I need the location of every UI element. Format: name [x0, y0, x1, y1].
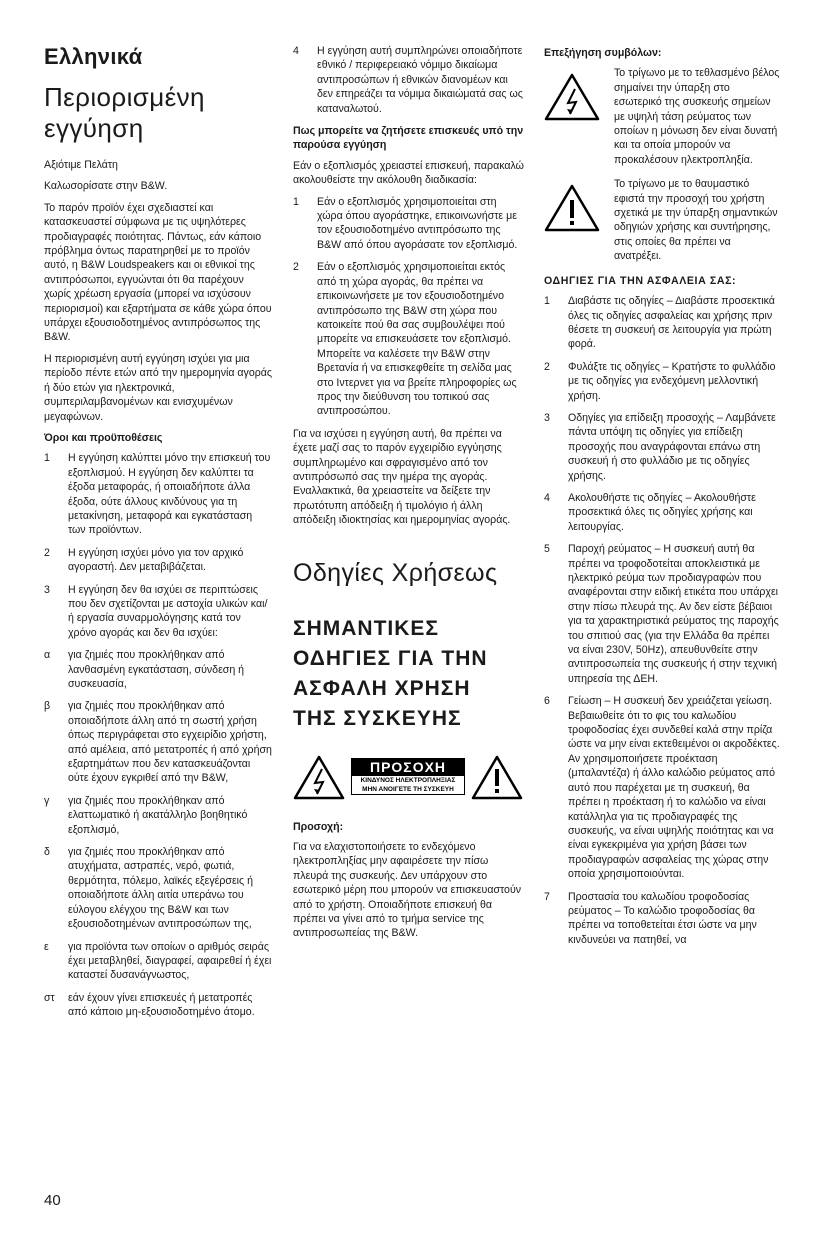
- greeting: Αξιότιμε Πελάτη: [44, 159, 118, 171]
- list-item: 3 Η εγγύηση δεν θα ισχύει σε περιπτώσεις που δεν σχετίζονται με αστοχία υλικών και/ή εργασία συναρμολόγησης κατά τον χρόνο αγοράς και δεν θα ισχύει:: [44, 583, 268, 639]
- validity-paragraph: Για να ισχύσει η εγγύηση αυτή, θα πρέπει να έχετε μαζί σας το παρόν εγχειρίδιο εγγύησης συμπληρωμένο και σφραγισμένο από τον αντιπρόσωπό σας την ημέρα της αγοράς. Εναλλακτικά, θα χρειαστείτε να δείξετε την πρωτότυπη απόδειξη ή τιμολόγιο ή άλλη απόδειξη ιδιοκτησίας και ημερομηνίας αγοράς.: [293, 427, 511, 527]
- list-item: δ για ζημιές που προκλήθηκαν από ατυχήματα, αστραπές, νερό, φωτιά, θερμότητα, πόλεμο, λαϊκές εξεγέρσεις ή οποιαδήποτε άλλη αιτία υπεράνω του εύλογου ελέγχου της B&W και των εξουσιοδοτημένων αντιπροσώπων της,: [44, 846, 253, 931]
- list-item: 2 Εάν ο εξοπλισμός χρησιμοποιείται εκτός από τη χώρα αγοράς, θα πρέπει να επικοινωνήσετε με τον εξουσιοδοτημένο αντιπρόσωπο της B&W στη χώρα που κατοικείτε πού θα σας συμβουλέψει πού μπορείτε να επισκευάσετε τον εξοπλισμό. Μπορείτε να καλέσετε την B&W στην Βρετανία ή να επισκεφθείτε τη σελίδα μας στο Ιντερνετ για να βρείτε πληροφορίες ως προς την διεύθυνση του τοπικού σας αντιπροσώπου.: [293, 261, 517, 418]
- column-warranty: [44, 44, 272, 1028]
- page-number: 40: [44, 1192, 61, 1209]
- symbol-text: Το τρίγωνο με το τεθλασμένο βέλος σημαίνει την ύπαρξη στο εσωτερικό της συσκευής σημείων με υψηλή τάση ρεύματος των οποίων η μόνωση δεν είναι δυνατή και τα οποία μπορούν να προκαλέσουν ηλεκτροπληξία.: [614, 67, 780, 166]
- list-item: ε για προϊόντα των οποίων ο αριθμός σειράς έχει μεταβληθεί, διαγραφεί, αφαιρεθεί ή έχει καταστεί δυσανάγνωστος,: [44, 940, 272, 982]
- lightning-warning-icon: [293, 754, 345, 800]
- caution-line: ΚΙΝΔΥΝΟΣ ΗΛΕΚΤΡΟΠΛΗΞΙΑΣ: [360, 777, 456, 785]
- lightning-triangle-icon: [544, 72, 600, 122]
- list-item: α για ζημιές που προκλήθηκαν από λανθασμένη εγκατάσταση, σύνδεση ή συσκευασία,: [44, 649, 245, 690]
- caution-heading: Προσοχή:: [293, 820, 344, 833]
- list-item: 2 Η εγγύηση ισχύει μόνο για τον αρχικό αγοραστή. Δεν μεταβιβάζεται.: [44, 546, 244, 574]
- caution-line: ΜΗΝ ΑΝΟΙΓΕΤΕ ΤΗ ΣΥΣΚΕΥΗ: [362, 786, 454, 794]
- safety-list: [544, 294, 780, 947]
- symbols-heading: Επεξήγηση συμβόλων:: [544, 47, 662, 59]
- list-item: 1 Η εγγύηση καλύπτει μόνο την επισκευή του εξοπλισμού. Η εγγύηση δεν καλύπτει τα έξοδα μεταφοράς, ή οποιαδήποτε άλλα έξοδα, ούτε άλλους κινδύνους για τη μετακίνηση, μεταφορά και εγκατάσταση των προϊόντων.: [44, 452, 271, 537]
- terms-heading: Όροι και προϋποθέσεις: [44, 431, 163, 444]
- exclamation-triangle-icon: [544, 183, 600, 233]
- warning-label: [293, 752, 525, 802]
- caution-box: [351, 758, 465, 795]
- list-item: 4 Ακολουθήστε τις οδηγίες – Ακολουθήστε προσεκτικά όλες τις οδηγίες χρήσης και λειτουργίας.: [544, 491, 756, 533]
- list-item: 2 Φυλάξτε τις οδηγίες – Κρατήστε το φυλλάδιο με τις οδηγίες για ενδεχόμενη μελλοντική χρήση.: [544, 360, 776, 402]
- symbol-explanation: [544, 66, 780, 167]
- terms-list: [44, 451, 272, 1019]
- list-item: 4 Η εγγύηση αυτή συμπληρώνει οποιαδήποτε εθνικό / περιφερειακό νόμιμο δικαίωμα αντιπροσώπων ή εθνικών διανομέων και δεν επηρεάζει τα νόμιμα δικαιώματά σας ως καταναλωτού.: [293, 45, 523, 115]
- list-item: 5 Παροχή ρεύματος – Η συσκευή αυτή θα πρέπει να τροφοδοτείται αποκλειστικά με ηλεκτρικό ρεύμα των προδιαγραφών που αναφέρονται στην ειδική ετικέτα που υπάρχει στην πίσω πλευρά της. Αν δεν είστε βέβαιοι για τα χαρακτηριστικά ρεύματος της παροχής του σπιτιού σας (για την Ελλάδα θα πρέπει να είναι 230V, 50Hz), απευθυνθείτε στην αντιπροσωπεία της συσκευής ή στην τεχνική υπηρεσία της ΔΕΗ.: [544, 543, 779, 685]
- repair-heading: Πως μπορείτε να ζητήσετε επισκευές υπό την παρούσα εγγύηση: [293, 125, 524, 152]
- exclamation-warning-icon: [471, 754, 523, 800]
- column-safety: [544, 44, 780, 955]
- list-item: 3 Οδηγίες για επίδειξη προσοχής – Λαμβάνετε πάντα υπόψη τις οδηγίες για επίδειξη προσοχής που αναγράφονται επάνω στη συσκευή ή στο φυλλάδιο με τις οδηγίες χρήσης.: [544, 411, 776, 482]
- usage-title: Οδηγίες Χρήσεως: [293, 558, 498, 587]
- welcome: Καλωσορίσατε στην B&W.: [44, 180, 168, 193]
- list-item: 1 Εάν ο εξοπλισμός χρησιμοποιείται στη χώρα όπου αγοράστηκε, επικοινωνήστε με τον εξουσιοδοτημένο αντιπρόσωπο της B&W από όπου αγοράσατε τον εξοπλισμό.: [293, 195, 518, 251]
- list-item: 6 Γείωση – Η συσκευή δεν χρειάζεται γείωση. Βεβαιωθείτε ότι το φις του καλωδίου τροφοδοσίας έχει συνδεθεί καλά στην πρίζα ώστε να μην είναι εκτεθειμένοι οι ακροδέκτες. Αν χρησιμοποιήσετε προέκταση (μπαλαντέζα) ή άλλο καλώδιο ρεύματος από αυτό που παρέχεται με τη συσκευή, θα πρέπει η προέκταση ή το καλώδιο να είναι κατάλληλα για τις προδιαγραφές της συσκευής, να είναι υψηλής ποιότητας και να είναι εγκεκριμένα για χρήση βάσει των προδιαγραφών ασφαλείας της χώρας στην οποία χρησιμοποιούνται.: [544, 695, 780, 881]
- column-repairs-usage: [293, 44, 525, 948]
- caution-paragraph: Για να ελαχιστοποιήσετε το ενδεχόμενο ηλεκτροπληξίας μην αφαιρέσετε την πίσω πλευρά της συσκευής. Δεν υπάρχουν στο εσωτερικό μέρη που μπορούν να επισκευαστούν από το χρήστη. Οποιαδήποτε επισκευή θα πρέπει να γίνει από το τμήμα service της αντιπροσωπείας της B&W.: [293, 841, 522, 940]
- list-item: β για ζημιές που προκλήθηκαν από οποιαδήποτε άλλη από τη σωστή χρήση όπως περιγράφεται στο εγχειρίδιο χρήστη, από αμέλεια, από μετατροπές ή από χρήση εξαρτημάτων που δεν κατασκευάζονται ούτε έχουν εγκριθεί από την B&W,: [44, 700, 272, 785]
- warranty-title: Περιορισμένη εγγύηση: [44, 82, 205, 143]
- list-item: γ για ζημιές που προκλήθηκαν από ελαττωματικό ή ακατάλληλο βοηθητικό εξοπλισμό,: [44, 794, 248, 836]
- symbol-text: Το τρίγωνο με το θαυμαστικό εφιστά την προσοχή του χρήστη σχετικά με την ύπαρξη σημαντικών οδηγιών χρήσης και συντήρησης, στις οποίες θα πρέπει να ανατρέξει.: [614, 178, 778, 263]
- list-item: 7 Προστασία του καλωδίου τροφοδοσίας ρεύματος – Το καλώδιο τροφοδοσίας θα πρέπει να τοποθετείται έτσι ώστε να μην κινδυνεύει να πατηθεί, να: [544, 890, 757, 946]
- list-item: 1 Διαβάστε τις οδηγίες – Διαβάστε προσεκτικά όλες τις οδηγίες ασφαλείας και χρήσης πριν θέσετε τη συσκευή σε λειτουργία για πρώτη φορά.: [544, 295, 775, 351]
- repair-intro: Εάν ο εξοπλισμός χρειαστεί επισκευή, παρακαλώ ακολουθείστε την ακόλουθη διαδικασία:: [293, 159, 524, 187]
- list-item: στ εάν έχουν γίνει επισκευές ή μετατροπές από κάποιο μη-εξουσιοδοτημένο άτομο.: [44, 991, 255, 1019]
- caution-title: ΠΡΟΣΟΧΗ: [352, 759, 464, 776]
- paragraph: Το παρόν προϊόν έχει σχεδιαστεί και κατασκευαστεί σύμφωνα με τις υψηλότερες προδιαγραφές ποιότητας. Πάντως, εάν κάποιο πρόβλημα όντως παρατηρηθεί με το προϊόν αυτό, η B&W Loudspeakers και οι εθνικοί της αντιπρόσωποι, εγγυώνται ότι θα παρέχουν χωρίς χρέωση εργασία (μπορεί να ισχύσουν περιορισμοί) και εξαρτήματα σε κάθε χώρα όπου υπάρχει εξουσιοδοτημένος αντιπρόσωπος της B&W.: [44, 201, 272, 344]
- paragraph: Η περιορισμένη αυτή εγγύηση ισχύει για μια περίοδο πέντε ετών από την ημερομηνία αγοράς ή δύο ετών για ηλεκτρονικά, συμπεριλαμβανομένων και ενισχυμένων μεγαφώνων.: [44, 352, 272, 423]
- symbol-explanation: [544, 177, 780, 263]
- safety-title: ΣΗΜΑΝΤΙΚΕΣ ΟΔΗΓΙΕΣ ΓΙΑ ΤΗΝ ΑΣΦΑΛΗ ΧΡΗΣΗ ΤΗΣ ΣΥΣΚΕΥΗΣ: [293, 616, 488, 730]
- safety-heading: ΟΔΗΓΙΕΣ ΓΙΑ ΤΗΝ ΑΣΦΑΛΕΙΑ ΣΑΣ:: [544, 274, 737, 287]
- language-heading: Ελληνικά: [44, 44, 143, 69]
